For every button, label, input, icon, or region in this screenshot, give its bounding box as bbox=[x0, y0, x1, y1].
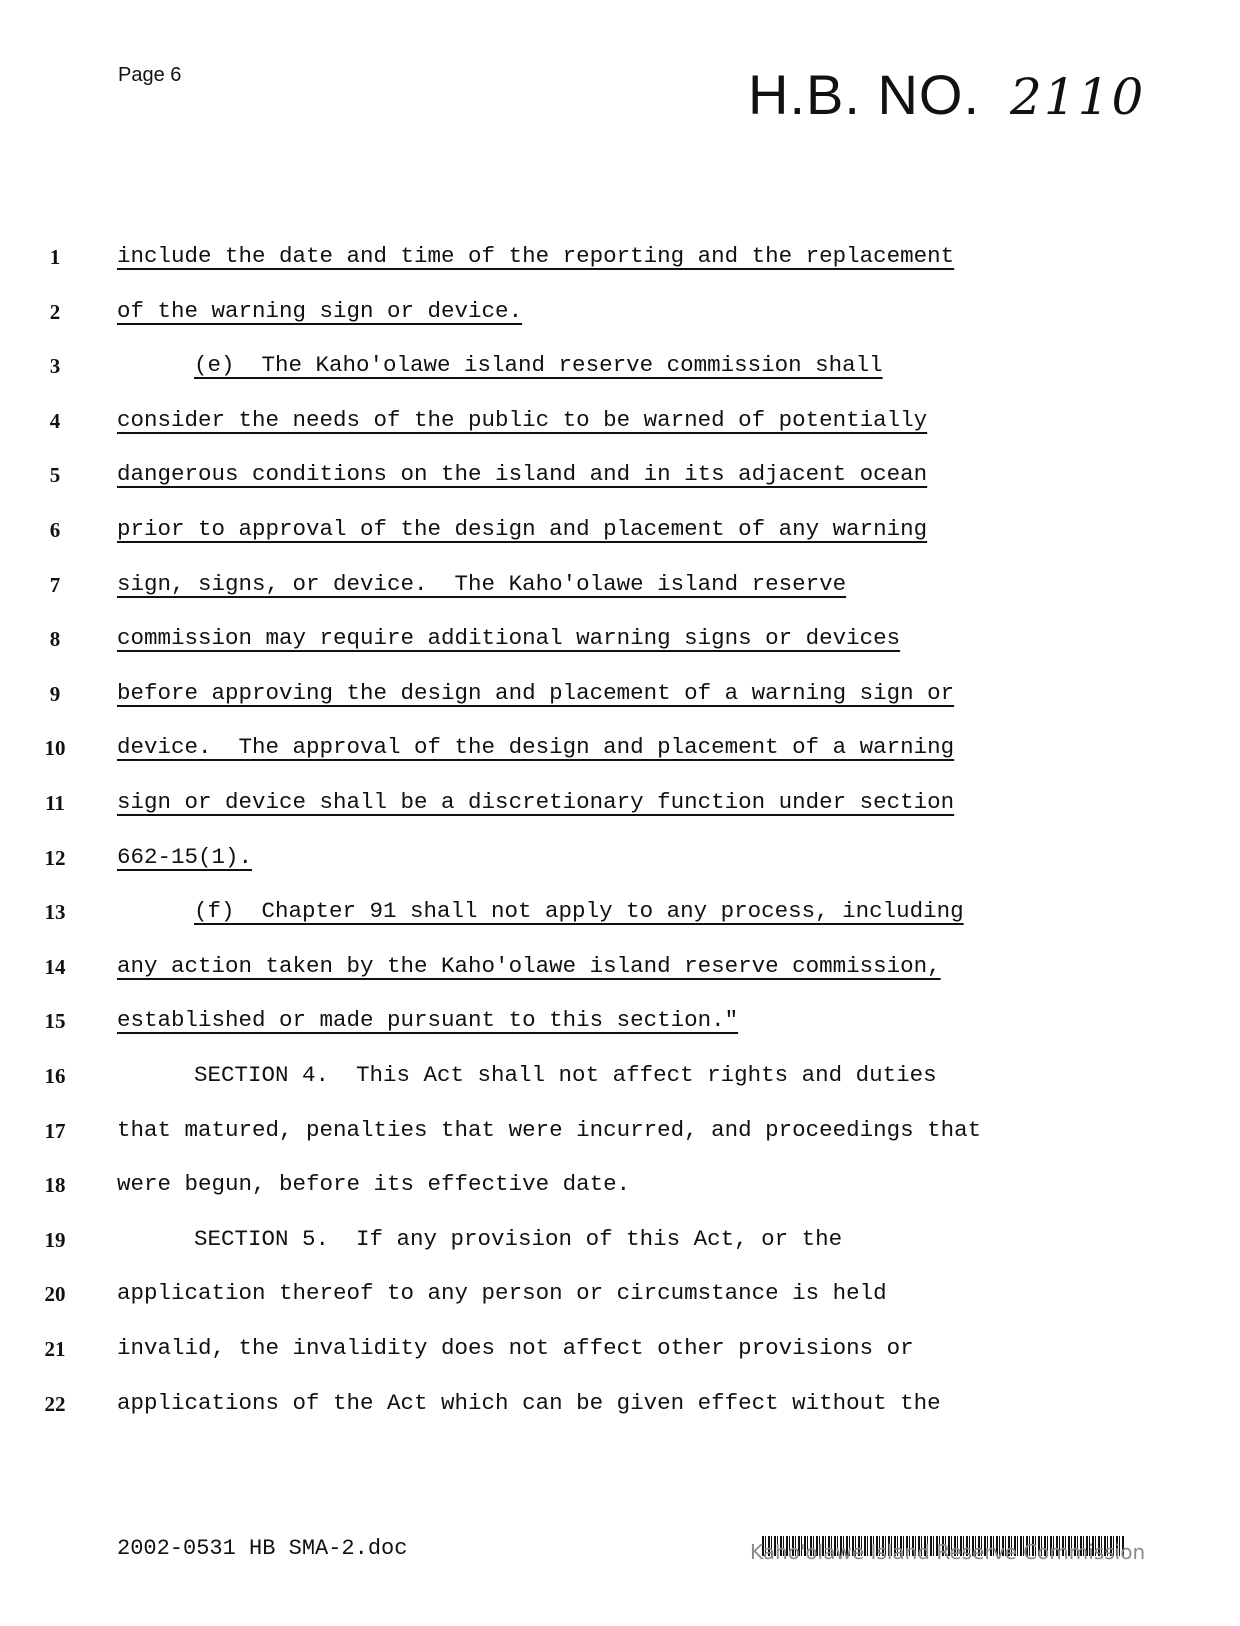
bill-header bbox=[748, 62, 1145, 127]
line-text: of the warning sign or device. bbox=[117, 297, 523, 324]
line-text: that matured, penalties that were incurred, and proceedings that bbox=[117, 1116, 982, 1143]
bill-line bbox=[0, 516, 1240, 556]
line-text: before approving the design and placement of a warning sign or bbox=[117, 679, 955, 706]
line-text: consider the needs of the public to be warned of potentially bbox=[117, 406, 928, 433]
line-text: SECTION 5. If any provision of this Act, or the bbox=[194, 1225, 843, 1252]
bill-line bbox=[0, 571, 1240, 611]
line-text: were begun, before its effective date. bbox=[117, 1171, 631, 1198]
line-text: device. The approval of the design and placement of a warning bbox=[117, 734, 955, 761]
bill-label: H.B. NO. bbox=[748, 63, 981, 126]
line-number: 20 bbox=[44, 1282, 66, 1307]
line-number: 14 bbox=[44, 954, 66, 979]
bill-line bbox=[0, 1007, 1240, 1047]
bill-line bbox=[0, 1335, 1240, 1375]
bill-line bbox=[0, 680, 1240, 720]
line-number: 7 bbox=[49, 572, 61, 597]
line-number: 2 bbox=[49, 299, 61, 324]
bill-line bbox=[0, 1062, 1240, 1102]
line-number: 22 bbox=[44, 1391, 66, 1416]
page-number: Page 6 bbox=[118, 64, 182, 86]
line-number: 4 bbox=[49, 408, 61, 433]
line-number: 18 bbox=[44, 1173, 66, 1198]
line-text: (f) Chapter 91 shall not apply to any process, including bbox=[194, 898, 964, 925]
line-text: any action taken by the Kaho'olawe island reserve commission, bbox=[117, 952, 941, 979]
bill-line bbox=[0, 461, 1240, 501]
bill-line bbox=[0, 352, 1240, 392]
line-number: 1 bbox=[49, 245, 61, 269]
line-text: application thereof to any person or circumstance is held bbox=[117, 1280, 887, 1307]
line-number: 6 bbox=[49, 518, 61, 542]
bill-line bbox=[0, 1171, 1240, 1211]
bill-line bbox=[0, 1280, 1240, 1320]
line-text: prior to approval of the design and placement of any warning bbox=[117, 516, 928, 542]
bill-line bbox=[0, 1390, 1240, 1430]
bill-line bbox=[0, 898, 1240, 938]
bill-line bbox=[0, 298, 1240, 338]
line-number: 9 bbox=[49, 681, 61, 706]
line-number: 12 bbox=[44, 845, 66, 870]
bill-line bbox=[0, 1226, 1240, 1266]
line-number: 10 bbox=[44, 736, 66, 761]
document-id: 2002-0531 HB SMA-2.doc bbox=[117, 1536, 408, 1561]
line-number: 21 bbox=[44, 1337, 66, 1361]
bill-line bbox=[0, 243, 1240, 283]
line-number: 17 bbox=[44, 1118, 66, 1143]
line-number: 19 bbox=[44, 1227, 66, 1252]
line-number: 5 bbox=[49, 463, 61, 488]
line-number: 13 bbox=[44, 900, 66, 925]
line-text: applications of the Act which can be given effect without the bbox=[117, 1389, 941, 1416]
bill-number-handwritten: 2110 bbox=[1010, 68, 1146, 126]
bill-line bbox=[0, 953, 1240, 993]
bill-line bbox=[0, 625, 1240, 665]
bill-line bbox=[0, 407, 1240, 447]
line-text: 662-15(1). bbox=[117, 843, 253, 870]
line-text: commission may require additional warning signs or devices bbox=[117, 625, 901, 652]
bill-line bbox=[0, 1117, 1240, 1157]
line-text: (e) The Kaho'olawe island reserve commission shall bbox=[194, 352, 883, 379]
line-text: established or made pursuant to this section." bbox=[117, 1007, 739, 1034]
line-number: 16 bbox=[44, 1064, 66, 1088]
line-number: 11 bbox=[45, 791, 65, 815]
line-number: 3 bbox=[49, 354, 61, 379]
line-text: sign, signs, or device. The Kaho'olawe island reserve bbox=[117, 570, 847, 597]
line-text: invalid, the invalidity does not affect other provisions or bbox=[117, 1335, 914, 1361]
line-number: 8 bbox=[49, 627, 61, 652]
bill-line bbox=[0, 789, 1240, 829]
line-text: include the date and time of the reporting and the replacement bbox=[117, 243, 955, 269]
watermark-text: Kaho'olawe Island Reserve Commission bbox=[750, 1540, 1146, 1564]
line-text: SECTION 4. This Act shall not affect rights and duties bbox=[194, 1062, 937, 1088]
bill-line bbox=[0, 844, 1240, 884]
line-text: dangerous conditions on the island and in its adjacent ocean bbox=[117, 461, 928, 488]
line-text: sign or device shall be a discretionary function under section bbox=[117, 789, 955, 815]
bill-line bbox=[0, 734, 1240, 774]
line-number: 15 bbox=[44, 1009, 66, 1034]
